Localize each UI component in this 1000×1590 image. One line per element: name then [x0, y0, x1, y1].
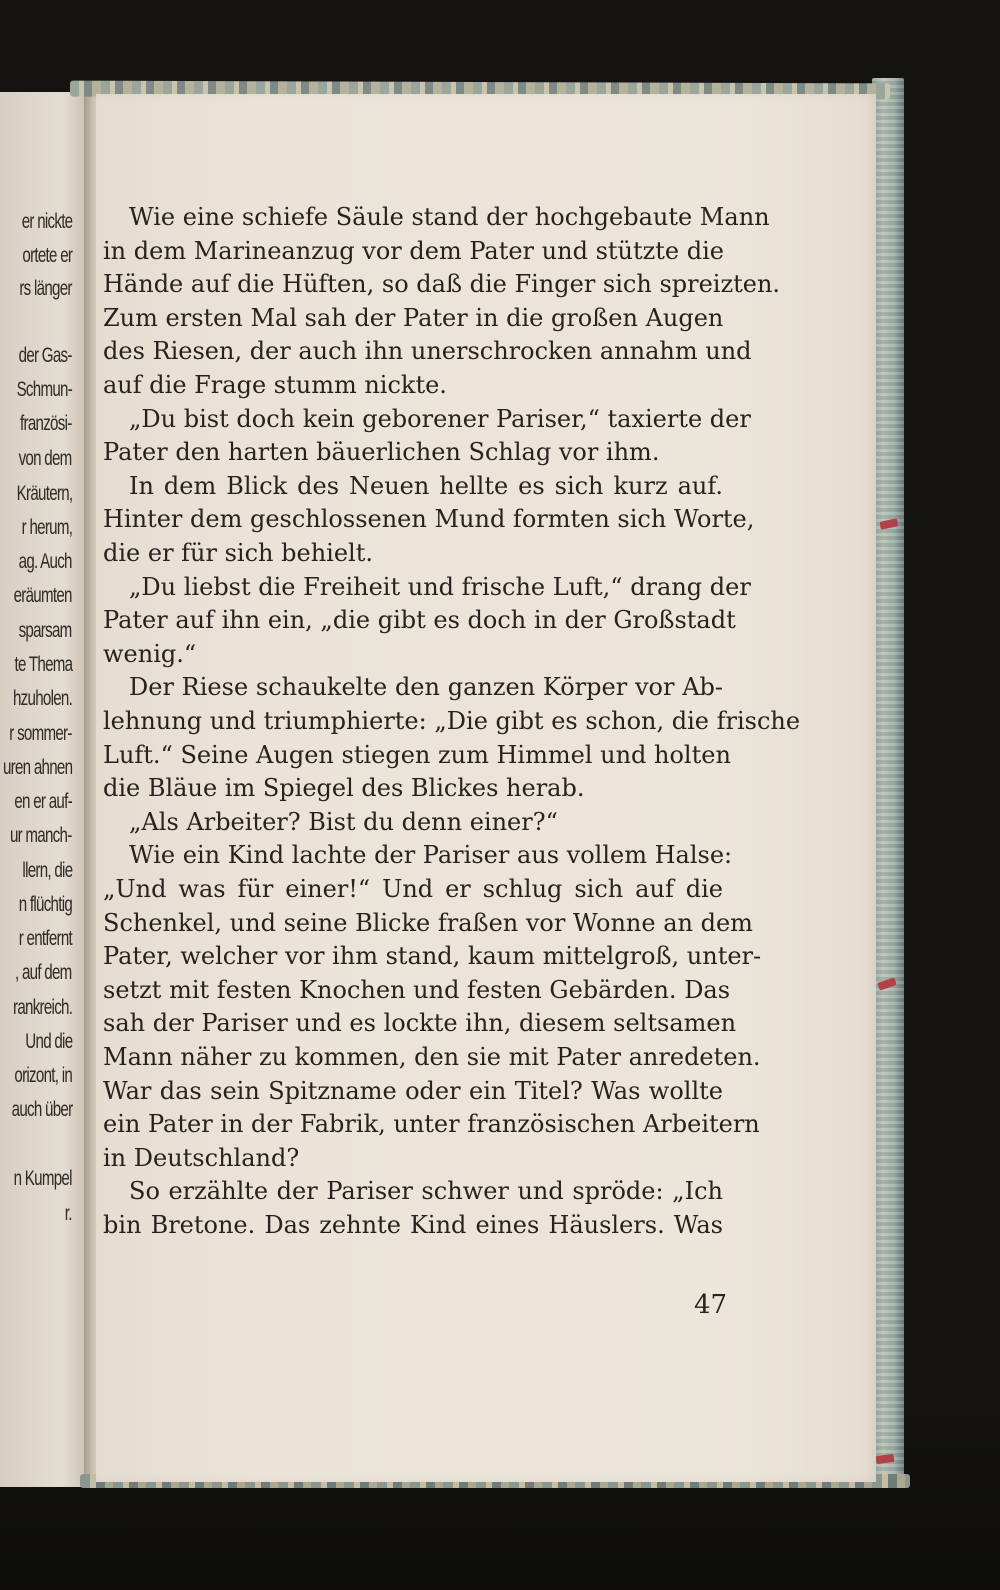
- text-line: Mann näher zu kommen, den sie mit Pater anredeten.: [103, 1043, 761, 1071]
- previous-page-edge: [0, 92, 90, 1487]
- text-line: Wie eine schiefe Säule stand der hochgebaute Mann: [129, 203, 770, 231]
- previous-page-text-fragment: er nickte: [21, 210, 72, 233]
- previous-page-text-fragment: r.: [65, 1202, 72, 1225]
- previous-page-text-fragment: n flüchtig: [18, 893, 72, 916]
- text-line: wenig.“: [103, 639, 197, 668]
- previous-page-text-fragment: n Kumpel: [13, 1167, 72, 1190]
- text-line: „Als Arbeiter? Bist du denn einer?“: [129, 807, 558, 836]
- previous-page-text-fragment: llern, die: [22, 859, 72, 882]
- text-line: lehnung und triumphierte: „Die gibt es schon, die frische: [103, 707, 801, 735]
- previous-page-text-fragment: r entfernt: [18, 927, 72, 950]
- previous-page-text-fragment: te Thema: [14, 653, 72, 676]
- previous-page-text-fragment: r herum,: [21, 516, 72, 539]
- text-line: die er für sich behielt.: [103, 539, 373, 567]
- previous-page-text-fragment: ag. Auch: [18, 550, 72, 573]
- text-line: So erzählte der Pariser schwer und spröde: „Ich: [129, 1177, 723, 1206]
- text-line: Hinter dem geschlossenen Mund formten sich Worte,: [103, 505, 755, 534]
- text-line: die Bläue im Spiegel des Blickes herab.: [103, 774, 585, 803]
- previous-page-text-fragment: hzuholen.: [12, 687, 72, 710]
- text-line: des Riesen, der auch ihn unerschrocken annahm und: [103, 337, 752, 366]
- previous-page-text-fragment: der Gas-: [18, 344, 72, 367]
- text-line: War das sein Spitzname oder ein Titel? Was wollte: [103, 1076, 723, 1105]
- text-line: ein Pater in der Fabrik, unter französischen Arbeitern: [103, 1110, 760, 1139]
- text-line: „Du liebst die Freiheit und frische Luft,“ drang der: [129, 572, 751, 601]
- previous-page-text-fragment: rankreich.: [12, 996, 72, 1019]
- text-line: Hände auf die Hüften, so daß die Finger sich spreizten.: [103, 270, 781, 299]
- text-line: Schenkel, und seine Blicke fraßen vor Wonne an dem: [103, 908, 753, 937]
- text-line: in dem Marineanzug vor dem Pater und stützte die: [103, 236, 724, 265]
- previous-page-text-fragment: r sommer-: [9, 722, 72, 745]
- book-cover-edge: [872, 78, 904, 1488]
- text-line: Pater, welcher vor ihm stand, kaum mittelgroß, unter-: [103, 942, 762, 971]
- previous-page-text-fragment: rs länger: [19, 277, 72, 300]
- previous-page-text-fragment: orizont, in: [14, 1064, 72, 1087]
- text-line: Pater den harten bäuerlichen Schlag vor ihm.: [103, 438, 660, 467]
- text-line: In dem Blick des Neuen hellte es sich kurz auf.: [129, 471, 723, 500]
- previous-page-text-fragment: Schmun-: [16, 378, 72, 401]
- text-line: bin Bretone. Das zehnte Kind eines Häuslers. Was: [103, 1211, 723, 1239]
- previous-page-text-fragment: Und die: [24, 1030, 72, 1053]
- previous-page-text-fragment: en er auf-: [14, 790, 72, 813]
- previous-page-text-fragment: von dem: [19, 447, 72, 470]
- previous-page-text-fragment: auch über: [11, 1098, 72, 1121]
- previous-page-text-fragment: , auf dem: [15, 961, 72, 984]
- previous-page-text-fragment: französi-: [20, 412, 72, 435]
- text-line: setzt mit festen Knochen und festen Gebärden. Das: [103, 975, 731, 1004]
- previous-page-text-fragment: eräumten: [13, 584, 72, 607]
- previous-page-text-fragment: uren ahnen: [2, 756, 72, 779]
- text-line: Wie ein Kind lachte der Pariser aus vollem Halse:: [129, 841, 733, 870]
- previous-page-text-fragment: Kräutern,: [16, 482, 72, 505]
- previous-page-text-fragment: ortete er: [22, 244, 72, 267]
- page-number: 47: [694, 1290, 728, 1320]
- text-line: „Und was für einer!“ Und er schlug sich auf die: [103, 875, 723, 903]
- previous-page-text-fragment: ur manch-: [10, 824, 72, 847]
- text-line: auf die Frage stumm nickte.: [103, 371, 447, 399]
- text-line: „Du bist doch kein geborener Pariser,“ taxierte der: [129, 404, 751, 433]
- previous-page-text-fragment: sparsam: [19, 619, 72, 642]
- text-line: Pater auf ihn ein, „die gibt es doch in der Großstadt: [103, 606, 736, 635]
- text-line: Luft.“ Seine Augen stiegen zum Himmel und holten: [103, 740, 731, 769]
- text-line: Zum ersten Mal sah der Pater in die großen Augen: [103, 303, 724, 332]
- text-line: Der Riese schaukelte den ganzen Körper vor Ab-: [129, 673, 723, 702]
- text-line: in Deutschland?: [103, 1143, 300, 1172]
- text-line: sah der Pariser und es lockte ihn, diesem seltsamen: [103, 1009, 737, 1038]
